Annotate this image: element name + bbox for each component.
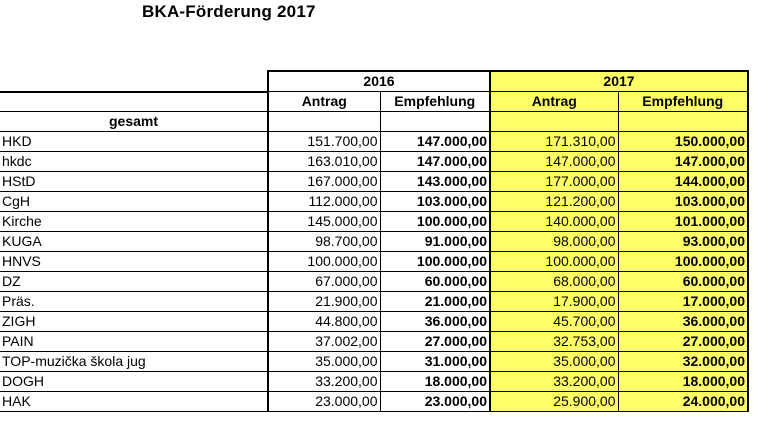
table-row bbox=[0, 212, 748, 232]
empfehlung-2017-cell[interactable]: 36.000,00 bbox=[618, 312, 748, 332]
empfehlung-2017-cell[interactable]: 27.000,00 bbox=[618, 332, 748, 352]
empfehlung-2017-cell[interactable]: 100.000,00 bbox=[618, 252, 748, 272]
empfehlung-2017-header[interactable]: Empfehlung bbox=[618, 92, 748, 112]
antrag-2017-cell[interactable]: 100.000,00 bbox=[490, 252, 618, 272]
empfehlung-2016-cell[interactable]: 31.000,00 bbox=[380, 352, 490, 372]
corner-cell bbox=[0, 71, 268, 92]
row-name-cell[interactable]: hkdc bbox=[0, 152, 268, 172]
table-row bbox=[0, 312, 748, 332]
antrag-2016-cell[interactable]: 145.000,00 bbox=[268, 212, 380, 232]
table-row bbox=[0, 392, 748, 412]
empfehlung-2017-cell[interactable]: 93.000,00 bbox=[618, 232, 748, 252]
antrag-2016-cell[interactable]: 21.900,00 bbox=[268, 292, 380, 312]
antrag-2016-cell[interactable]: 67.000,00 bbox=[268, 272, 380, 292]
total-antrag-2016[interactable] bbox=[268, 112, 380, 132]
row-name-cell[interactable]: Präs. bbox=[0, 292, 268, 312]
empfehlung-2017-cell[interactable]: 103.000,00 bbox=[618, 192, 748, 212]
antrag-2017-cell[interactable]: 140.000,00 bbox=[490, 212, 618, 232]
table-row bbox=[0, 152, 748, 172]
empfehlung-2017-cell[interactable]: 150.000,00 bbox=[618, 132, 748, 152]
total-row bbox=[0, 112, 748, 132]
antrag-2016-cell[interactable]: 112.000,00 bbox=[268, 192, 380, 212]
antrag-2017-cell[interactable]: 147.000,00 bbox=[490, 152, 618, 172]
antrag-2016-cell[interactable]: 35.000,00 bbox=[268, 352, 380, 372]
row-name-cell[interactable]: HStD bbox=[0, 172, 268, 192]
empfehlung-2016-cell[interactable]: 27.000,00 bbox=[380, 332, 490, 352]
empfehlung-2017-cell[interactable]: 101.000,00 bbox=[618, 212, 748, 232]
row-name-cell[interactable]: HAK bbox=[0, 392, 268, 412]
antrag-2016-cell[interactable]: 44.800,00 bbox=[268, 312, 380, 332]
group-header-row bbox=[0, 71, 748, 92]
antrag-2016-cell[interactable]: 167.000,00 bbox=[268, 172, 380, 192]
empfehlung-2016-cell[interactable]: 36.000,00 bbox=[380, 312, 490, 332]
antrag-2016-cell[interactable]: 100.000,00 bbox=[268, 252, 380, 272]
antrag-2017-cell[interactable]: 17.900,00 bbox=[490, 292, 618, 312]
table-row bbox=[0, 252, 748, 272]
table-row bbox=[0, 352, 748, 372]
empfehlung-2016-cell[interactable]: 60.000,00 bbox=[380, 272, 490, 292]
antrag-2016-cell[interactable]: 98.700,00 bbox=[268, 232, 380, 252]
empfehlung-2016-cell[interactable]: 147.000,00 bbox=[380, 152, 490, 172]
row-name-cell[interactable]: PAIN bbox=[0, 332, 268, 352]
antrag-2017-cell[interactable]: 33.200,00 bbox=[490, 372, 618, 392]
table-row bbox=[0, 172, 748, 192]
table-row bbox=[0, 232, 748, 252]
row-name-cell[interactable]: CgH bbox=[0, 192, 268, 212]
funding-table bbox=[0, 70, 749, 412]
antrag-2016-cell[interactable]: 33.200,00 bbox=[268, 372, 380, 392]
empfehlung-2016-cell[interactable]: 100.000,00 bbox=[380, 252, 490, 272]
antrag-2017-cell[interactable]: 32.753,00 bbox=[490, 332, 618, 352]
empfehlung-2016-cell[interactable]: 103.000,00 bbox=[380, 192, 490, 212]
antrag-2017-cell[interactable]: 68.000,00 bbox=[490, 272, 618, 292]
empfehlung-2016-cell[interactable]: 100.000,00 bbox=[380, 212, 490, 232]
empfehlung-2017-cell[interactable]: 18.000,00 bbox=[618, 372, 748, 392]
antrag-2017-cell[interactable]: 35.000,00 bbox=[490, 352, 618, 372]
empfehlung-2017-cell[interactable]: 17.000,00 bbox=[618, 292, 748, 312]
empfehlung-2017-cell[interactable]: 60.000,00 bbox=[618, 272, 748, 292]
sheet-title: BKA-Förderung 2017 bbox=[142, 2, 316, 21]
name-header-cell[interactable] bbox=[0, 92, 268, 112]
table-row bbox=[0, 192, 748, 212]
antrag-2017-cell[interactable]: 177.000,00 bbox=[490, 172, 618, 192]
row-name-cell[interactable]: HNVS bbox=[0, 252, 268, 272]
column-header-row bbox=[0, 92, 748, 112]
antrag-2017-cell[interactable]: 171.310,00 bbox=[490, 132, 618, 152]
row-name-cell[interactable]: DOGH bbox=[0, 372, 268, 392]
antrag-2016-cell[interactable]: 163.010,00 bbox=[268, 152, 380, 172]
antrag-2017-header[interactable]: Antrag bbox=[490, 92, 618, 112]
empfehlung-2017-cell[interactable]: 24.000,00 bbox=[618, 392, 748, 412]
row-name-cell[interactable]: TOP-muzička škola jug bbox=[0, 352, 268, 372]
empfehlung-2016-cell[interactable]: 21.000,00 bbox=[380, 292, 490, 312]
row-name-cell[interactable]: KUGA bbox=[0, 232, 268, 252]
table-row bbox=[0, 132, 748, 152]
empfehlung-2016-cell[interactable]: 23.000,00 bbox=[380, 392, 490, 412]
total-antrag-2017[interactable] bbox=[490, 112, 618, 132]
row-name-cell[interactable]: HKD bbox=[0, 132, 268, 152]
empfehlung-2017-cell[interactable]: 144.000,00 bbox=[618, 172, 748, 192]
total-label[interactable]: gesamt bbox=[0, 112, 268, 132]
empfehlung-2017-cell[interactable]: 32.000,00 bbox=[618, 352, 748, 372]
year-2017-header[interactable]: 2017 bbox=[490, 71, 748, 92]
empfehlung-2016-cell[interactable]: 143.000,00 bbox=[380, 172, 490, 192]
table-row bbox=[0, 292, 748, 312]
antrag-2016-cell[interactable]: 151.700,00 bbox=[268, 132, 380, 152]
table-row bbox=[0, 272, 748, 292]
antrag-2017-cell[interactable]: 98.000,00 bbox=[490, 232, 618, 252]
antrag-2016-header[interactable]: Antrag bbox=[268, 92, 380, 112]
empfehlung-2016-cell[interactable]: 18.000,00 bbox=[380, 372, 490, 392]
total-empfehlung-2016[interactable] bbox=[380, 112, 490, 132]
empfehlung-2016-cell[interactable]: 147.000,00 bbox=[380, 132, 490, 152]
empfehlung-2017-cell[interactable]: 147.000,00 bbox=[618, 152, 748, 172]
empfehlung-2016-cell[interactable]: 91.000,00 bbox=[380, 232, 490, 252]
antrag-2017-cell[interactable]: 25.900,00 bbox=[490, 392, 618, 412]
antrag-2016-cell[interactable]: 23.000,00 bbox=[268, 392, 380, 412]
empfehlung-2016-header[interactable]: Empfehlung bbox=[380, 92, 490, 112]
year-2016-header[interactable]: 2016 bbox=[268, 71, 490, 92]
row-name-cell[interactable]: ZIGH bbox=[0, 312, 268, 332]
total-empfehlung-2017[interactable] bbox=[618, 112, 748, 132]
row-name-cell[interactable]: DZ bbox=[0, 272, 268, 292]
antrag-2017-cell[interactable]: 121.200,00 bbox=[490, 192, 618, 212]
antrag-2016-cell[interactable]: 37.002,00 bbox=[268, 332, 380, 352]
antrag-2017-cell[interactable]: 45.700,00 bbox=[490, 312, 618, 332]
table-row bbox=[0, 372, 748, 392]
table-row bbox=[0, 332, 748, 352]
row-name-cell[interactable]: Kirche bbox=[0, 212, 268, 232]
